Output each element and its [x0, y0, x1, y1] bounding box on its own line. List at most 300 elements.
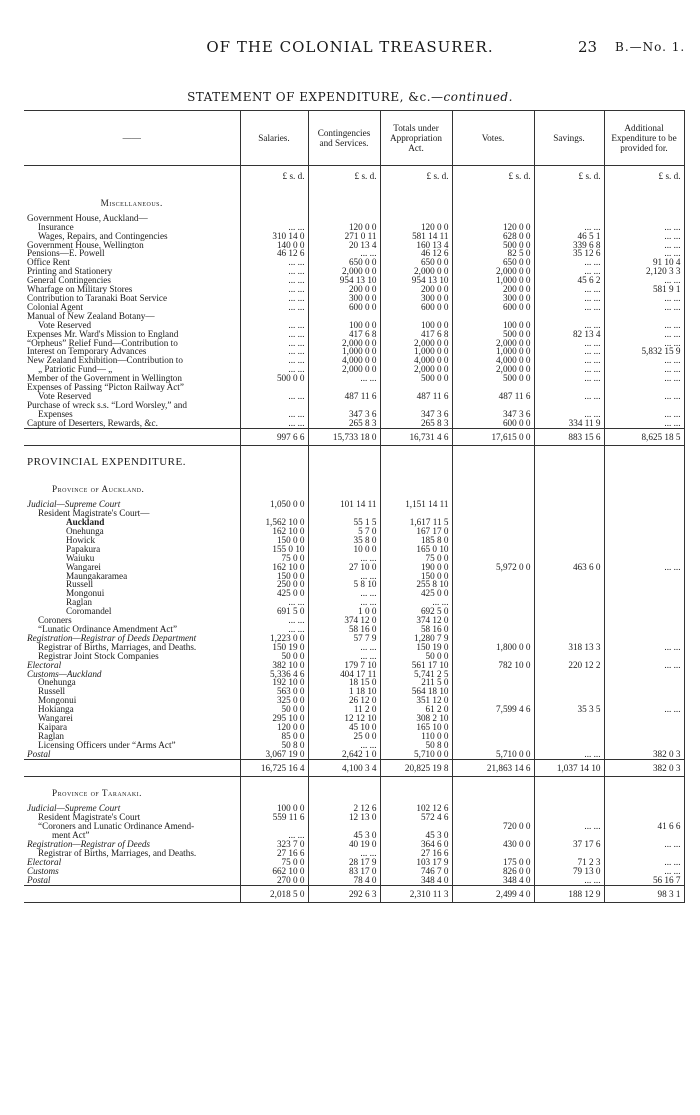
row-label: ment Act” [52, 831, 90, 840]
table-row [24, 813, 684, 822]
cell-vot: 430 0 0 [452, 840, 534, 849]
total-sav: 188 12 9 [534, 885, 604, 903]
cell-con: 100 0 0 [308, 321, 380, 330]
row-label: „ Patriotic Fund— „ [38, 365, 113, 375]
cell-add [604, 383, 684, 392]
cell-add [604, 518, 684, 527]
cell-vot [452, 723, 534, 732]
cell-sav: ... ... [534, 347, 604, 356]
cell-add: 91 10 4 [604, 258, 684, 267]
units-cell: £ s. d. [380, 166, 452, 187]
blank-cell [380, 473, 452, 500]
cell-add: ... ... [604, 374, 684, 383]
cell-add [604, 598, 684, 607]
cell-sav [534, 678, 604, 687]
cell-sal: 1,562 10 0 [240, 518, 308, 527]
row-label: Member of the Government in Wellington [27, 374, 182, 384]
cell-tot: 561 17 10 [380, 661, 452, 670]
blank-cell [452, 473, 534, 500]
table-row [24, 249, 684, 258]
cell-sav: 37 17 6 [534, 840, 604, 849]
cell-add [604, 545, 684, 554]
cell-con: ... ... [308, 554, 380, 563]
cell-add: ... ... [604, 303, 684, 312]
cell-vot [452, 732, 534, 741]
cell-add [604, 580, 684, 589]
cell-vot: 4,000 0 0 [452, 356, 534, 365]
cell-sal: ... ... [240, 598, 308, 607]
col-votes: Votes. [452, 111, 534, 166]
row-label: Purchase of wreck s.s. “Lord Worsley,” and [27, 400, 187, 410]
cell-sav: 35 3 5 [534, 705, 604, 714]
cell-sal: 559 11 6 [240, 813, 308, 822]
table-row [24, 241, 684, 250]
cell-sav: ... ... [534, 339, 604, 348]
cell-vot [452, 831, 534, 840]
cell-sav [534, 670, 604, 679]
row-label: Raglan [66, 598, 93, 608]
cell-tot: 165 10 0 [380, 723, 452, 732]
cell-add: ... ... [604, 330, 684, 339]
cell-tot: 46 12 6 [380, 249, 452, 258]
row-label: Licensing Officers under “Arms Act” [38, 740, 176, 750]
row-label: Raglan [38, 731, 65, 741]
col-salaries: Salaries. [240, 111, 308, 166]
table-row [24, 500, 684, 509]
table-row [24, 312, 684, 321]
table-row [24, 285, 684, 294]
total-con: 4,100 3 4 [308, 759, 380, 777]
cell-tot: 1,617 11 5 [380, 518, 452, 527]
cell-sav [534, 572, 604, 581]
table-row [24, 223, 684, 232]
page-number: 23 [578, 38, 598, 56]
blank-cell [380, 777, 452, 804]
total-con: 15,733 18 0 [308, 428, 380, 446]
cell-add: 5,832 15 9 [604, 347, 684, 356]
cell-add: ... ... [604, 392, 684, 401]
cell-sal: ... ... [240, 223, 308, 232]
cell-vot: 5,972 0 0 [452, 563, 534, 572]
blank-cell [308, 187, 380, 214]
cell-vot: 628 0 0 [452, 232, 534, 241]
cell-vot [452, 554, 534, 563]
row-label: Waiuku [66, 553, 95, 563]
blank-cell [380, 187, 452, 214]
row-label: Onehunga [66, 527, 104, 536]
cell-sav [534, 214, 604, 223]
table-row [24, 580, 684, 589]
row-label: Insurance [38, 222, 74, 232]
cell-add: 382 0 3 [604, 750, 684, 759]
cell-con: ... ... [308, 374, 380, 383]
cell-sav [534, 741, 604, 750]
table-row [24, 607, 684, 616]
cell-con: 45 3 0 [308, 831, 380, 840]
cell-tot: 572 4 6 [380, 813, 452, 822]
cell-add [604, 634, 684, 643]
cell-vot [452, 625, 534, 634]
cell-con: ... ... [308, 652, 380, 661]
cell-sav: ... ... [534, 374, 604, 383]
table-row [24, 392, 684, 401]
cell-add [604, 723, 684, 732]
cell-vot [452, 696, 534, 705]
row-label: Kaipara [38, 722, 68, 732]
cell-vot [452, 572, 534, 581]
cell-add: ... ... [604, 867, 684, 876]
cell-con: ... ... [308, 643, 380, 652]
cell-vot: 600 0 0 [452, 303, 534, 312]
cell-tot: 211 5 0 [380, 678, 452, 687]
cell-sav [534, 652, 604, 661]
table-row [24, 849, 684, 858]
cell-vot [452, 214, 534, 223]
cell-sav [534, 714, 604, 723]
cell-vot: 200 0 0 [452, 285, 534, 294]
cell-tot: 58 16 0 [380, 625, 452, 634]
cell-sal: 250 0 0 [240, 580, 308, 589]
cell-sal: ... ... [240, 285, 308, 294]
cell-sal: 150 0 0 [240, 572, 308, 581]
blank-cell [240, 446, 308, 473]
cell-tot: 61 2 0 [380, 705, 452, 714]
cell-vot [452, 607, 534, 616]
cell-tot: 165 0 10 [380, 545, 452, 554]
cell-sal: 155 0 10 [240, 545, 308, 554]
cell-vot: 5,710 0 0 [452, 750, 534, 759]
cell-add [604, 687, 684, 696]
row-label: Maungakaramea [66, 571, 128, 581]
cell-sal: 691 5 0 [240, 607, 308, 616]
cell-sal: 120 0 0 [240, 723, 308, 732]
table-row [24, 831, 684, 840]
cell-vot: 826 0 0 [452, 867, 534, 876]
cell-tot: 2,000 0 0 [380, 365, 452, 374]
cell-sav: 463 6 0 [534, 563, 604, 572]
cell-tot: 600 0 0 [380, 303, 452, 312]
cell-con: 55 1 5 [308, 518, 380, 527]
row-label: Expenses Mr. Ward's Mission to England [27, 329, 179, 339]
row-label: “Lunatic Ordinance Amendment Act” [38, 624, 178, 634]
blank-cell [604, 777, 684, 804]
cell-sal [240, 822, 308, 831]
cell-sal: ... ... [240, 258, 308, 267]
cell-tot: 75 0 0 [380, 554, 452, 563]
total-sav: 1,037 14 10 [534, 759, 604, 777]
cell-add [604, 652, 684, 661]
cell-sav [534, 554, 604, 563]
cell-sal [240, 509, 308, 518]
cell-sal: 3,067 19 0 [240, 750, 308, 759]
table-row [24, 589, 684, 598]
row-label: Printing and Stationery [27, 267, 113, 277]
cell-vot [452, 383, 534, 392]
cell-vot: 650 0 0 [452, 258, 534, 267]
table-row [24, 616, 684, 625]
cell-vot: 500 0 0 [452, 330, 534, 339]
table-row [24, 687, 684, 696]
cell-tot: 2,000 0 0 [380, 339, 452, 348]
table-row [24, 876, 684, 885]
cell-tot: 692 5 0 [380, 607, 452, 616]
cell-vot: 2,000 0 0 [452, 365, 534, 374]
cell-vot [452, 509, 534, 518]
cell-tot [380, 822, 452, 831]
misc-total-row [24, 428, 684, 446]
cell-tot: 120 0 0 [380, 223, 452, 232]
units-row [24, 166, 684, 187]
cell-vot: 1,000 0 0 [452, 347, 534, 356]
cell-vot [452, 741, 534, 750]
cell-con: 28 17 9 [308, 858, 380, 867]
row-label: Registration—Registrar of Deeds [27, 840, 151, 849]
row-label: Russell [38, 687, 66, 697]
cell-con: 11 2 0 [308, 705, 380, 714]
blank-cell [240, 187, 308, 214]
cell-con: 35 8 0 [308, 536, 380, 545]
cell-sal: 100 0 0 [240, 804, 308, 813]
cell-tot: 200 0 0 [380, 285, 452, 294]
table-row [24, 572, 684, 581]
cell-sal: 270 0 0 [240, 876, 308, 885]
cell-con: 404 17 11 [308, 670, 380, 679]
cell-sav: 71 2 3 [534, 858, 604, 867]
cell-add: ... ... [604, 276, 684, 285]
cell-sal: ... ... [240, 831, 308, 840]
cell-con [308, 822, 380, 831]
cell-con: 417 6 8 [308, 330, 380, 339]
cell-con: 18 15 0 [308, 678, 380, 687]
cell-tot: 1,000 0 0 [380, 347, 452, 356]
cell-tot: 27 16 6 [380, 849, 452, 858]
total-vot: 2,499 4 0 [452, 885, 534, 903]
table-row [24, 705, 684, 714]
cell-sav: ... ... [534, 321, 604, 330]
cell-sav: 334 11 9 [534, 419, 604, 428]
cell-add: ... ... [604, 232, 684, 241]
cell-tot: 364 6 0 [380, 840, 452, 849]
cell-vot [452, 849, 534, 858]
cell-con: 200 0 0 [308, 285, 380, 294]
cell-add [604, 500, 684, 509]
table-row [24, 554, 684, 563]
blank-cell [452, 446, 534, 473]
units-cell: £ s. d. [604, 166, 684, 187]
cell-sal: 46 12 6 [240, 249, 308, 258]
cell-sav: 220 12 2 [534, 661, 604, 670]
cell-vot [452, 714, 534, 723]
cell-sav: ... ... [534, 410, 604, 419]
cell-sav [534, 607, 604, 616]
cell-con: ... ... [308, 741, 380, 750]
row-label: Manual of New Zealand Botany— [27, 311, 155, 321]
cell-sav [534, 401, 604, 410]
blank-cell [604, 187, 684, 214]
cell-con: 2 12 6 [308, 804, 380, 813]
table-row [24, 419, 684, 428]
cell-sav [534, 634, 604, 643]
page-title: OF THE COLONIAL TREASURER. [206, 38, 494, 56]
row-label: Capture of Deserters, Rewards, &c. [27, 418, 158, 428]
cell-add: 56 16 7 [604, 876, 684, 885]
cell-sal: 1,223 0 0 [240, 634, 308, 643]
row-label: Wangarei [38, 714, 73, 723]
cell-tot [380, 401, 452, 410]
cell-add [604, 401, 684, 410]
cell-sav [534, 831, 604, 840]
cell-vot: 500 0 0 [452, 241, 534, 250]
cell-vot: 7,599 4 6 [452, 705, 534, 714]
row-label: Customs [27, 866, 59, 876]
cell-add: ... ... [604, 365, 684, 374]
blank-cell [240, 473, 308, 500]
cell-sal: ... ... [240, 625, 308, 634]
row-label [24, 428, 240, 446]
table-row [24, 383, 684, 392]
cell-sav: 318 13 3 [534, 643, 604, 652]
cell-vot [452, 545, 534, 554]
cell-con: ... ... [308, 249, 380, 258]
cell-sal: 140 0 0 [240, 241, 308, 250]
cell-con: 347 3 6 [308, 410, 380, 419]
cell-tot: 347 3 6 [380, 410, 452, 419]
cell-vot [452, 518, 534, 527]
table-row [24, 804, 684, 813]
cell-tot: 255 8 10 [380, 580, 452, 589]
cell-tot: 102 12 6 [380, 804, 452, 813]
cell-sal: 75 0 0 [240, 858, 308, 867]
table-row [24, 509, 684, 518]
cell-con: 2,000 0 0 [308, 267, 380, 276]
total-sal: 16,725 16 4 [240, 759, 308, 777]
row-label: Coromandel [66, 607, 112, 617]
cell-con: 10 0 0 [308, 545, 380, 554]
cell-vot: 2,000 0 0 [452, 339, 534, 348]
cell-vot: 500 0 0 [452, 374, 534, 383]
cell-con: 83 17 0 [308, 867, 380, 876]
table-row [24, 723, 684, 732]
table-row [24, 303, 684, 312]
cell-sav [534, 804, 604, 813]
cell-sav [534, 527, 604, 536]
cell-sal: ... ... [240, 347, 308, 356]
table-row [24, 276, 684, 285]
cell-sav: ... ... [534, 258, 604, 267]
cell-con: 487 11 6 [308, 392, 380, 401]
cell-vot [452, 500, 534, 509]
province-total-row [24, 759, 684, 777]
cell-sav [534, 589, 604, 598]
cell-add [604, 741, 684, 750]
cell-add [604, 536, 684, 545]
cell-add: ... ... [604, 643, 684, 652]
cell-sav: ... ... [534, 876, 604, 885]
cell-add: ... ... [604, 339, 684, 348]
cell-tot: 5,741 2 5 [380, 670, 452, 679]
cell-tot: 2,000 0 0 [380, 267, 452, 276]
cell-con: 600 0 0 [308, 303, 380, 312]
cell-sal: 50 0 0 [240, 705, 308, 714]
row-label: “Coroners and Lunatic Ordinance Amend- [38, 822, 195, 832]
cell-vot: 2,000 0 0 [452, 267, 534, 276]
cell-add [604, 527, 684, 536]
cell-con: 1,000 0 0 [308, 347, 380, 356]
cell-con: 27 10 0 [308, 563, 380, 572]
cell-add: 581 9 1 [604, 285, 684, 294]
cell-vot [452, 678, 534, 687]
cell-add [604, 696, 684, 705]
province-heading [24, 473, 684, 500]
row-label: Province of Auckland. [52, 484, 145, 495]
cell-con: 265 8 3 [308, 419, 380, 428]
cell-add [604, 607, 684, 616]
table-row [24, 741, 684, 750]
cell-sal: ... ... [240, 392, 308, 401]
cell-con: ... ... [308, 849, 380, 858]
cell-add [604, 509, 684, 518]
cell-tot: 308 2 10 [380, 714, 452, 723]
cell-tot: 50 0 0 [380, 652, 452, 661]
cell-sav [534, 536, 604, 545]
cell-tot: 954 13 10 [380, 276, 452, 285]
row-label: Russell [66, 580, 94, 590]
cell-sal: 295 10 0 [240, 714, 308, 723]
cell-add [604, 670, 684, 679]
cell-con: 120 0 0 [308, 223, 380, 232]
blank-cell [534, 777, 604, 804]
row-label: Electoral [27, 857, 62, 867]
cell-sal: 323 7 0 [240, 840, 308, 849]
cell-sal: 75 0 0 [240, 554, 308, 563]
cell-vot: 600 0 0 [452, 419, 534, 428]
total-add: 8,625 18 5 [604, 428, 684, 446]
row-label: Resident Magistrate's Court— [38, 509, 150, 519]
cell-con: 12 13 0 [308, 813, 380, 822]
cell-tot: ... ... [380, 598, 452, 607]
cell-sal: 150 0 0 [240, 536, 308, 545]
cell-vot [452, 804, 534, 813]
row-label: Auckland [66, 518, 105, 527]
cell-sal: 50 0 0 [240, 652, 308, 661]
cell-tot: 417 6 8 [380, 330, 452, 339]
statement-title: STATEMENT OF EXPENDITURE, &c.—continued. [187, 90, 513, 104]
table-row [24, 822, 684, 831]
table-row [24, 625, 684, 634]
row-label: General Contingencies [27, 276, 111, 286]
cell-con: 20 13 4 [308, 241, 380, 250]
cell-con: 271 0 11 [308, 232, 380, 241]
total-sal: 2,018 5 0 [240, 885, 308, 903]
cell-add [604, 732, 684, 741]
row-label: Interest on Temporary Advances [27, 347, 147, 357]
cell-con: 5 7 0 [308, 527, 380, 536]
blank-cell [308, 777, 380, 804]
cell-con: 1 0 0 [308, 607, 380, 616]
row-label: Mongonui [38, 696, 77, 706]
row-label: Wharfage on Military Stores [27, 285, 133, 294]
total-add: 382 0 3 [604, 759, 684, 777]
cell-sav [534, 687, 604, 696]
cell-tot: 351 12 0 [380, 696, 452, 705]
table-row [24, 545, 684, 554]
cell-sal: ... ... [240, 356, 308, 365]
cell-add: ... ... [604, 705, 684, 714]
row-label: Howick [66, 535, 96, 545]
cell-vot: 1,800 0 0 [452, 643, 534, 652]
cell-sav: ... ... [534, 223, 604, 232]
cell-add [604, 589, 684, 598]
